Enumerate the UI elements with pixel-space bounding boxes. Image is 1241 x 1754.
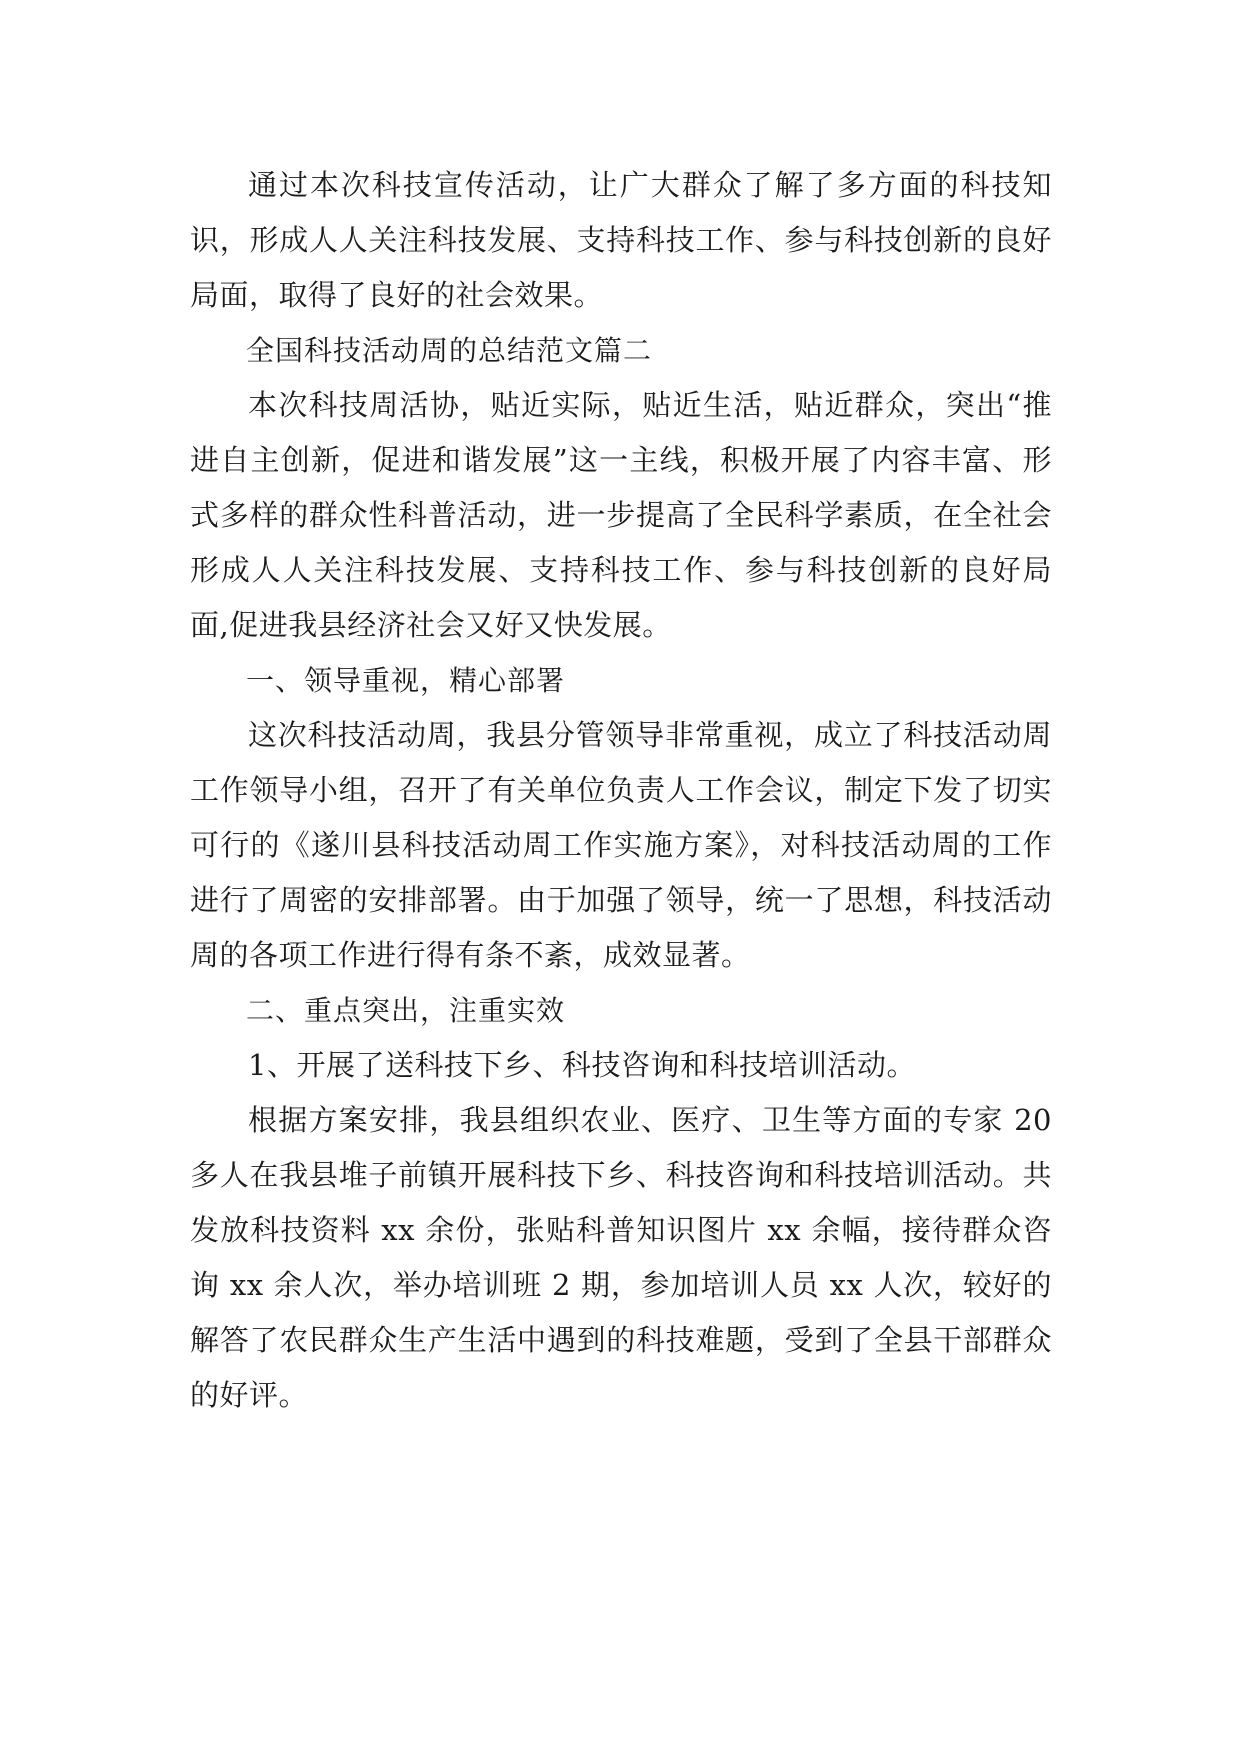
- list-item-activity: 1、开展了送科技下乡、科技咨询和科技培训活动。: [248, 1048, 916, 1082]
- section-heading-focus: 二、重点突出，注重实效: [246, 994, 566, 1027]
- document-body: [190, 158, 1052, 1423]
- paragraph-activity-details: 根据方案安排，我县组织农业、医疗、卫生等方面的专家 20 多人在我县堆子前镇开展科技下乡、科技咨询和科技培训活动。共发放科技资料 xx 余份，张贴科普知识图片 xx 余幅，接待群众咨询 xx 余人次，举办培训班 2 期，参加培训人员 xx 人次，较好的解答了农民群众生产生活中遇到的科技难题，受到了全县干部群众的好评。: [190, 1103, 1052, 1412]
- paragraph-intro: 通过本次科技宣传活动，让广大群众了解了多方面的科技知识，形成人人关注科技发展、支持科技工作、参与科技创新的良好局面，取得了良好的社会效果。: [190, 168, 1052, 312]
- paragraph-leadership: 这次科技活动周，我县分管领导非常重视，成立了科技活动周工作领导小组，召开了有关单位负责人工作会议，制定下发了切实可行的《遂川县科技活动周工作实施方案》，对科技活动周的工作进行了周密的安排部署。由于加强了领导，统一了思想，科技活动周的各项工作进行得有条不紊，成效显著。: [190, 718, 1052, 972]
- paragraph-overview: 本次科技周活协，贴近实际，贴近生活，贴近群众，突出“推进自主创新，促进和谐发展”这一主线，积极开展了内容丰富、形式多样的群众性科普活动，进一步提高了全民科学素质，在全社会形成人人关注科技发展、支持科技工作、参与科技创新的良好局面,促进我县经济社会又好又快发展。: [190, 388, 1052, 642]
- section-heading-leadership: 一、领导重视，精心部署: [246, 664, 566, 697]
- article-subtitle: 全国科技活动周的总结范文篇二: [246, 334, 653, 367]
